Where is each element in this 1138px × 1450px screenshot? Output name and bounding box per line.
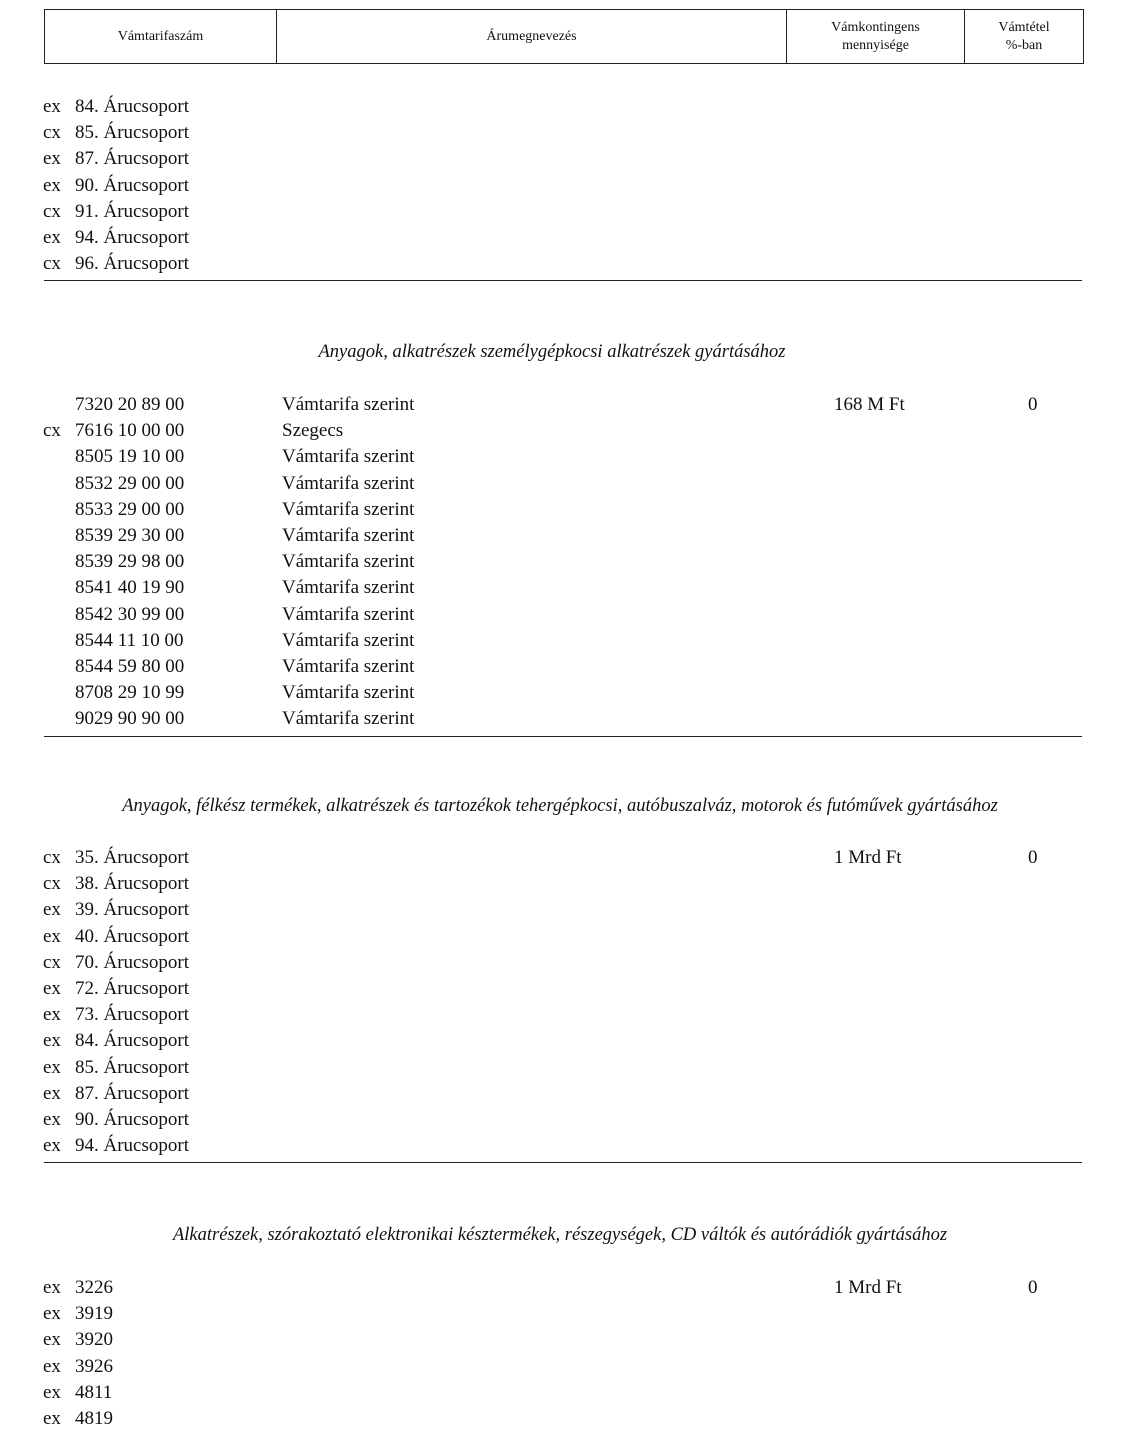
list-item	[0, 1380, 1138, 1406]
table-row	[0, 706, 1138, 732]
tariff-code: 73. Árucsoport	[75, 1004, 189, 1026]
list-item	[0, 1406, 1138, 1432]
list-item	[0, 1301, 1138, 1327]
section-title: Anyagok, alkatrészek személygépkocsi alkatrészek gyártásához	[318, 342, 786, 362]
section-continuation	[0, 94, 1138, 277]
tariff-code: 9029 90 90 00	[75, 708, 185, 730]
goods-description: Vámtarifa szerint	[282, 708, 415, 730]
tariff-code: 8505 19 10 00	[75, 446, 185, 468]
ex-prefix: ex	[43, 1277, 61, 1298]
ex-prefix: ex	[43, 1329, 61, 1351]
tariff-code: 3926	[75, 1355, 113, 1377]
tariff-code: 84. Árucsoport	[75, 96, 189, 117]
list-item	[0, 845, 1138, 871]
table-row	[0, 654, 1138, 680]
goods-description: Vámtarifa szerint	[282, 498, 415, 520]
list-item	[0, 1081, 1138, 1107]
header-tariff-number	[45, 10, 277, 63]
tariff-code: 96. Árucsoport	[75, 253, 189, 275]
tariff-code: 4819	[75, 1407, 113, 1429]
tariff-code: 38. Árucsoport	[75, 873, 189, 895]
list-item	[0, 1028, 1138, 1054]
list-item	[0, 1133, 1138, 1159]
header-rate-line2: %-ban	[1005, 37, 1043, 53]
list-item	[0, 120, 1138, 146]
tariff-code: 8544 11 10 00	[75, 629, 184, 651]
goods-description: Vámtarifa szerint	[282, 629, 415, 651]
table-row	[0, 575, 1138, 601]
ex-prefix: cx	[43, 951, 61, 973]
tariff-code: 72. Árucsoport	[75, 977, 189, 999]
section-passenger-car-parts	[0, 392, 1138, 732]
ex-prefix: ex	[43, 925, 61, 947]
table-row	[0, 680, 1138, 706]
list-item	[0, 199, 1138, 225]
tariff-code: 85. Árucsoport	[75, 122, 189, 144]
ex-prefix: ex	[43, 1355, 61, 1377]
tariff-code: 3920	[75, 1329, 113, 1351]
ex-prefix: ex	[43, 226, 61, 248]
tariff-code: 8544 59 80 00	[75, 655, 185, 677]
list-item	[0, 1327, 1138, 1353]
list-item	[0, 94, 1138, 120]
section-truck-parts	[0, 845, 1138, 1159]
ex-prefix: ex	[43, 899, 61, 921]
table-row	[0, 523, 1138, 549]
ex-prefix: ex	[43, 1004, 61, 1026]
tariff-code: 39. Árucsoport	[75, 899, 189, 921]
quota-amount: 1 Mrd Ft	[834, 1277, 902, 1298]
goods-description: Vámtarifa szerint	[282, 577, 415, 599]
section-title: Alkatrészek, szórakoztató elektronikai késztermékek, részegységek, CD váltók és autórádiók gyártásához	[172, 1225, 948, 1245]
ex-prefix: ex	[43, 148, 61, 170]
tariff-code: 7616 10 00 00	[75, 420, 185, 442]
list-item	[0, 924, 1138, 950]
header-quota-amount	[787, 10, 965, 63]
list-item	[0, 225, 1138, 251]
list-item	[0, 1107, 1138, 1133]
tariff-code: 90. Árucsoport	[75, 174, 189, 196]
ex-prefix: cx	[43, 873, 61, 895]
tariff-code: 35. Árucsoport	[75, 847, 189, 868]
list-item	[0, 251, 1138, 277]
tariff-code: 85. Árucsoport	[75, 1056, 189, 1078]
header-rate-line1: Vámtétel	[998, 19, 1050, 35]
section-title: Anyagok, félkész termékek, alkatrészek és tartozékok tehergépkocsi, autóbuszalváz, motorok és futóművek gyártásához	[122, 796, 998, 816]
ex-prefix: ex	[43, 1030, 61, 1052]
duty-rate: 0	[1028, 847, 1038, 868]
tariff-code: 94. Árucsoport	[75, 1135, 189, 1157]
ex-prefix: ex	[43, 1056, 61, 1078]
tariff-code: 8708 29 10 99	[75, 682, 185, 704]
ex-prefix: cx	[43, 200, 61, 222]
goods-description: Vámtarifa szerint	[282, 655, 415, 677]
table-row	[0, 628, 1138, 654]
list-item	[0, 1055, 1138, 1081]
section-divider	[44, 280, 1082, 281]
tariff-code: 8533 29 00 00	[75, 498, 185, 520]
goods-description: Vámtarifa szerint	[282, 446, 415, 468]
header-tariff-number-label: Vámtarifaszám	[117, 28, 204, 44]
tariff-code: 3919	[75, 1303, 113, 1325]
tariff-code: 87. Árucsoport	[75, 1082, 189, 1104]
ex-prefix: ex	[43, 1108, 61, 1130]
table-row	[0, 418, 1138, 444]
goods-description: Vámtarifa szerint	[282, 472, 415, 494]
list-item	[0, 146, 1138, 172]
tariff-code: 40. Árucsoport	[75, 925, 189, 947]
ex-prefix: cx	[43, 122, 61, 144]
goods-description: Szegecs	[282, 420, 344, 442]
list-item	[0, 1002, 1138, 1028]
tariff-code: 8539 29 98 00	[75, 551, 185, 573]
ex-prefix: cx	[43, 253, 61, 275]
list-item	[0, 897, 1138, 923]
tariff-code: 4811	[75, 1381, 113, 1403]
quota-amount: 1 Mrd Ft	[834, 847, 902, 868]
header-quota-line1: Vámkontingens	[831, 19, 920, 35]
section-electronics-parts	[0, 1275, 1138, 1432]
ex-prefix: ex	[43, 1381, 61, 1403]
tariff-code: 8532 29 00 00	[75, 472, 185, 494]
tariff-code: 8539 29 30 00	[75, 524, 185, 546]
table-header	[44, 9, 1084, 64]
ex-prefix: ex	[43, 1407, 61, 1429]
ex-prefix: ex	[43, 1303, 61, 1325]
list-item	[0, 871, 1138, 897]
tariff-code: 87. Árucsoport	[75, 148, 189, 170]
tariff-code: 90. Árucsoport	[75, 1108, 189, 1130]
ex-prefix: ex	[43, 174, 61, 196]
list-item	[0, 1354, 1138, 1380]
tariff-code: 94. Árucsoport	[75, 226, 189, 248]
duty-rate: 0	[1028, 1277, 1038, 1298]
goods-description: Vámtarifa szerint	[282, 603, 415, 625]
goods-description: Vámtarifa szerint	[282, 551, 415, 573]
tariff-code: 8542 30 99 00	[75, 603, 185, 625]
header-quota-line2: mennyisége	[842, 37, 909, 53]
tariff-code: 7320 20 89 00	[75, 394, 185, 415]
tariff-code: 3226	[75, 1277, 113, 1298]
ex-prefix: ex	[43, 977, 61, 999]
section-divider	[44, 736, 1082, 737]
quota-amount: 168 M Ft	[834, 394, 905, 415]
list-item	[0, 173, 1138, 199]
goods-description: Vámtarifa szerint	[282, 524, 415, 546]
ex-prefix: ex	[43, 1082, 61, 1104]
table-row	[0, 549, 1138, 575]
tariff-code: 8541 40 19 90	[75, 577, 185, 599]
ex-prefix: cx	[43, 847, 61, 868]
section-divider	[44, 1162, 1082, 1163]
table-row	[0, 392, 1138, 418]
duty-rate: 0	[1028, 394, 1038, 415]
table-row	[0, 602, 1138, 628]
goods-description: Vámtarifa szerint	[282, 394, 415, 415]
goods-description: Vámtarifa szerint	[282, 682, 415, 704]
table-row	[0, 471, 1138, 497]
tariff-code: 70. Árucsoport	[75, 951, 189, 973]
table-row	[0, 444, 1138, 470]
tariff-code: 91. Árucsoport	[75, 200, 189, 222]
tariff-code: 84. Árucsoport	[75, 1030, 189, 1052]
ex-prefix: ex	[43, 1135, 61, 1157]
header-goods-name-label: Árumegnevezés	[486, 28, 577, 44]
header-duty-rate	[965, 10, 1083, 63]
ex-prefix: ex	[43, 96, 61, 117]
list-item	[0, 950, 1138, 976]
list-item	[0, 976, 1138, 1002]
table-row	[0, 497, 1138, 523]
header-goods-name	[277, 10, 787, 63]
ex-prefix: cx	[43, 420, 61, 442]
list-item	[0, 1275, 1138, 1301]
